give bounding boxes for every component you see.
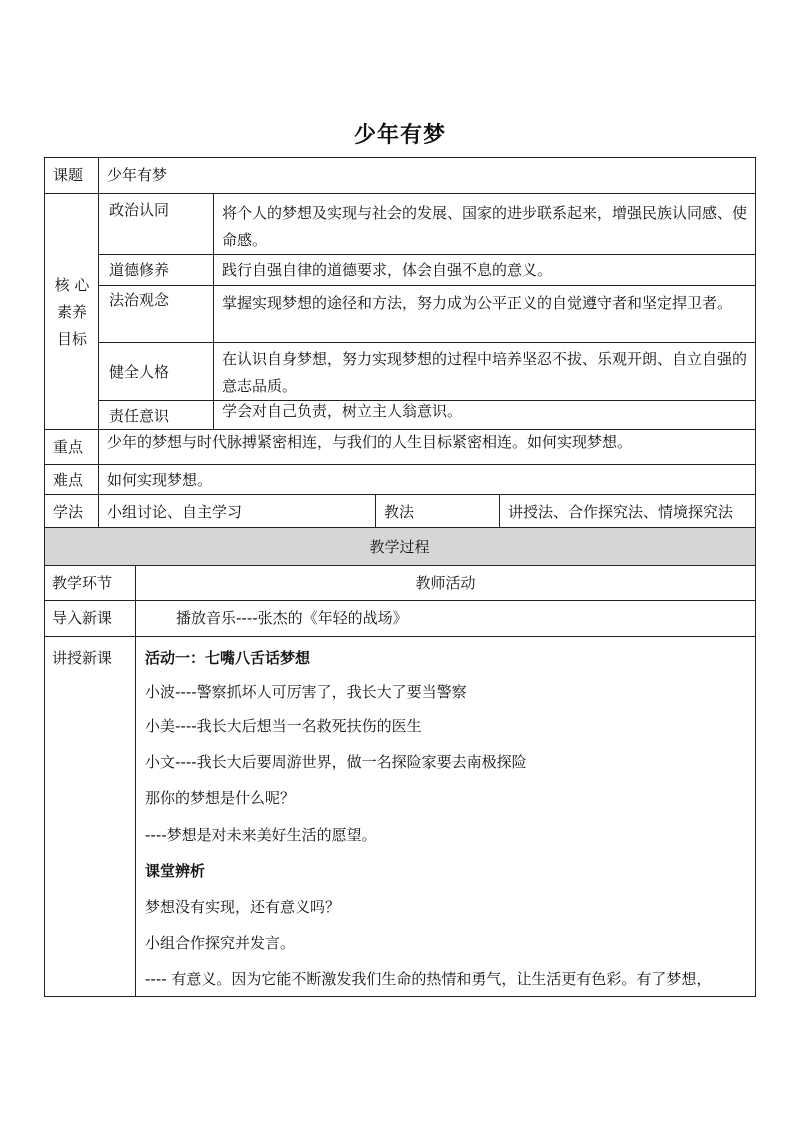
- lecture-stage-label: 讲授新课: [52, 649, 113, 667]
- goal-text: 掌握实现梦想的途径和方法，努力成为公平正义的自觉遵守者和坚定捍卫者。: [222, 294, 733, 312]
- activity-line: 小美----我长大后想当一名救死扶伤的医生: [145, 717, 422, 735]
- key-point-label: 重点: [53, 438, 84, 456]
- key-point-value: 少年的梦想与时代脉搏紧密相连，与我们的人生目标紧密相连。如何实现梦想。: [107, 433, 633, 451]
- table-border-top: [44, 157, 756, 158]
- column-divider: [213, 193, 214, 429]
- row-divider: [44, 494, 756, 495]
- goal-name: 健全人格: [109, 363, 170, 381]
- activity-line: 小组合作探究并发言。: [145, 934, 296, 952]
- row-divider: [44, 565, 756, 566]
- row-divider: [98, 254, 756, 255]
- activity-line: 小波----警察抓坏人可厉害了，我长大了要当警察: [145, 683, 467, 701]
- goal-text: 学会对自己负责，树立主人翁意识。: [222, 402, 463, 420]
- teaching-method-value: 讲授法、合作探究法、情境探究法: [508, 503, 734, 521]
- column-header-activity: 教师活动: [415, 574, 476, 592]
- teaching-method-label: 教法: [384, 503, 415, 521]
- row-divider: [98, 342, 756, 343]
- row-divider: [98, 285, 756, 286]
- row-divider: [44, 527, 756, 528]
- process-heading: 教学过程: [369, 538, 430, 556]
- goal-name: 责任意识: [109, 407, 170, 425]
- activity-line: 那你的梦想是什么呢？: [145, 789, 296, 807]
- table-border-right: [755, 157, 756, 997]
- table-border-bottom: [44, 996, 756, 997]
- row-divider: [44, 429, 756, 430]
- topic-value: 少年有梦: [107, 166, 168, 184]
- goal-name: 道德修养: [109, 261, 170, 279]
- column-divider: [98, 157, 99, 528]
- column-divider: [375, 494, 376, 527]
- goal-text: 在认识自身梦想，努力实现梦想的过程中培养坚忍不拔、乐观开朗、自立自强的意志品质。: [222, 350, 748, 395]
- column-divider: [499, 494, 500, 527]
- goal-text: 将个人的梦想及实现与社会的发展、国家的进步联系起来，增强民族认同感、使命感。: [222, 204, 748, 249]
- goal-name: 法治观念: [109, 291, 170, 309]
- activity-line: ---- 有意义。因为它能不断激发我们生命的热情和勇气，让生活更有色彩。有了梦想，: [145, 970, 712, 988]
- goal-name: 政治认同: [109, 201, 170, 219]
- column-divider: [135, 565, 136, 996]
- activity-line: ----梦想是对未来美好生活的愿望。: [145, 826, 377, 844]
- core-goals-label: 核 心 素养 目标: [54, 276, 90, 348]
- activity-line: 小文----我长大后要周游世界，做一名探险家要去南极探险: [145, 753, 527, 771]
- document-title: 少年有梦: [353, 123, 446, 148]
- intro-stage-text: 播放音乐----张杰的《年轻的战场》: [176, 609, 408, 627]
- table-border-left: [44, 157, 45, 997]
- topic-label: 课题: [53, 166, 84, 184]
- classroom-analysis-heading: 课堂辨析: [145, 862, 206, 880]
- goal-text: 践行自强自律的道德要求，体会自强不息的意义。: [222, 261, 553, 279]
- activity-heading: 活动一：七嘴八舌话梦想: [145, 649, 311, 667]
- activity-line: 梦想没有实现，还有意义吗？: [145, 898, 341, 916]
- row-divider: [44, 193, 756, 194]
- row-divider: [44, 600, 756, 601]
- intro-stage-label: 导入新课: [52, 609, 113, 627]
- difficulty-label: 难点: [53, 471, 84, 489]
- column-header-stage: 教学环节: [52, 574, 113, 592]
- difficulty-value: 如何实现梦想。: [107, 471, 213, 489]
- row-divider: [44, 464, 756, 465]
- study-method-value: 小组讨论、自主学习: [107, 503, 243, 521]
- row-divider: [44, 636, 756, 637]
- study-method-label: 学法: [53, 503, 84, 521]
